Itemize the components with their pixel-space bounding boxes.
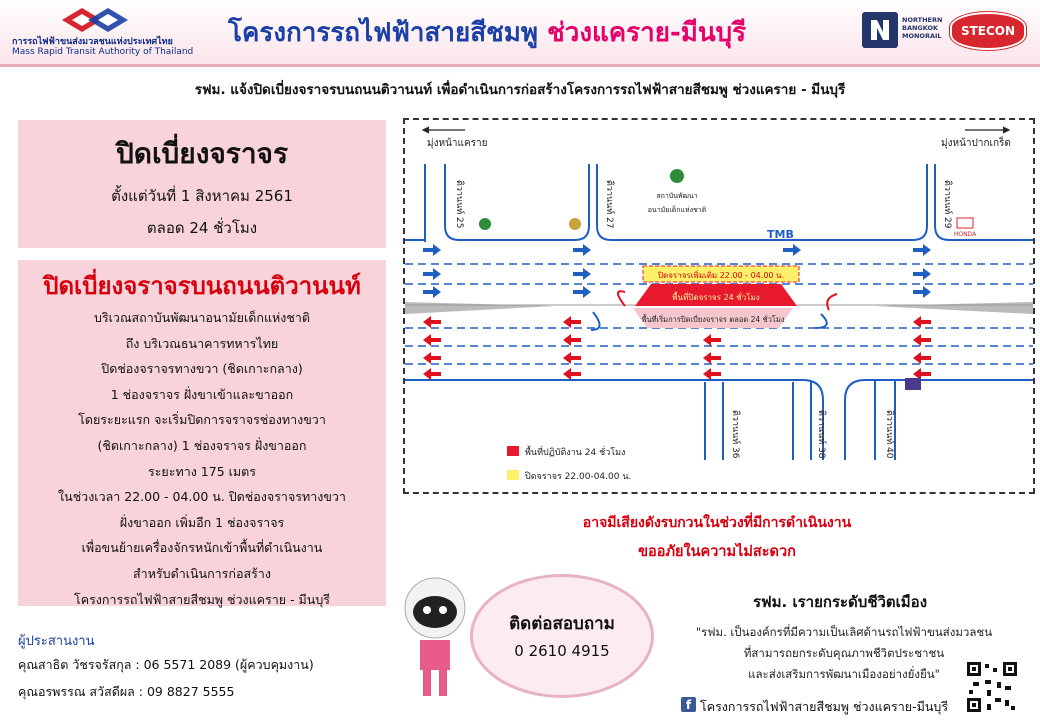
detail-heading: ปิดเบี่ยงจราจรบนถนนติวานนท์ (43, 272, 361, 300)
warning-apology: ขออภัยในความไม่สะดวก (638, 544, 796, 560)
coordinator-title: ผู้ประสานงาน (18, 634, 95, 649)
mission-quote: ที่สามารถยกระดับคุณภาพชีวิตประชาชน (743, 646, 945, 660)
contact-phone[interactable]: 0 2610 4915 (514, 642, 610, 660)
soi-label: ติวานนท์ 29 (942, 180, 952, 229)
zone-start-label: พื้นที่เริ่มการปิดเบี่ยงจราจร ตลอด 24 ชั่วโมง (641, 315, 785, 324)
closure-heading: ปิดเบี่ยงจราจร (116, 137, 288, 170)
detail-line: เพื่อขนย้ายเครื่องจักรหนักเข้าพื้นที่ดำเนินงาน (81, 540, 323, 556)
coordinator-contact: คุณสาธิต วัชรจรัสกุล : 06 5571 2089 (ผู้ควบคุมงาน) (18, 657, 314, 672)
detail-line: ในช่วงเวลา 22.00 - 04.00 น. ปิดช่องจราจรทางขวา (58, 489, 346, 505)
slogan: รฟม. เรายกระดับชีวิตเมือง (752, 593, 928, 611)
bank-tmb-label: TMB (767, 228, 794, 241)
nbm-logo-icon (862, 12, 898, 48)
detail-line: โดยระยะแรก จะเริ่มปิดการจราจรช่องทางขวา (78, 412, 326, 428)
closure-detail-box (18, 260, 386, 606)
detail-line: สำหรับดำเนินการก่อสร้าง (133, 565, 271, 581)
soi-label: ติวานนท์ 25 (454, 180, 464, 229)
institute-name-1: สถาบันพัฒนา (656, 192, 698, 200)
map-canvas (405, 120, 1033, 492)
title-main: โครงการรถไฟฟ้าสายสีชมพู (228, 18, 548, 48)
mission-quote: "รฟม. เป็นองค์กรที่มีความเป็นเลิศด้านรถไฟฟ้าขนส่งมวลชน (695, 625, 993, 639)
direction-label-right: มุ่งหน้าปากเกร็ด (941, 138, 1011, 149)
detail-line: ระยะทาง 175 เมตร (148, 463, 256, 479)
bank-gold-icon (569, 218, 581, 230)
soi-label: ติวานนท์ 27 (604, 180, 614, 229)
contact-label: ติดต่อสอบถาม (509, 614, 615, 634)
org-name-english: Mass Rapid Transit Authority of Thailand (12, 47, 194, 57)
mascot-illustration (395, 568, 475, 708)
closure-summary-box (18, 120, 386, 248)
bottom-road-lines (705, 382, 811, 460)
side-roads-top (405, 164, 1033, 242)
legend-24h-label: พื้นที่ปฏิบัติงาน 24 ชั่วโมง (525, 448, 626, 458)
detail-line: ฝั่งขาออก เพิ่มอีก 1 ช่องจราจร (119, 514, 285, 530)
honda-icon (957, 218, 973, 228)
legend-swatch-night (507, 470, 519, 480)
direction-label-left: มุ่งหน้าแคราย (427, 138, 488, 149)
facebook-page-link[interactable]: โครงการรถไฟฟ้าสายสีชมพู ช่วงแคราย-มีนบุรี (700, 699, 949, 714)
soi-labels-top (454, 180, 954, 229)
closure-start-date: ตั้งแต่วันที่ 1 สิงหาคม 2561 (111, 187, 293, 205)
bank-ksb-icon (479, 218, 491, 230)
main-road-edges (405, 380, 1033, 460)
org-name-thai: การรถไฟฟ้าขนส่งมวลชนแห่งประเทศไทย (12, 37, 173, 47)
closure-duration: ตลอด 24 ชั่วโมง (146, 219, 258, 237)
facebook-icon[interactable]: f (681, 697, 696, 712)
soi-label: ติวานนท์ 40 (884, 410, 894, 459)
announcement: รฟม. แจ้งปิดเบี่ยงจราจรบนถนนติวานนท์ เพื่อดำเนินการก่อสร้างโครงการรถไฟฟ้าสายสีชมพู ช่วงแคราย - มีนบุรี (194, 82, 846, 98)
detail-line: บริเวณสถาบันพัฒนาอนามัยเด็กแห่งชาติ (94, 310, 310, 325)
institute-icon (670, 169, 684, 183)
title-segment: ช่วงแคราย-มีนบุรี (547, 18, 747, 48)
institute-name-2: อนามัยเด็กแห่งชาติ (647, 206, 707, 214)
building-icon (905, 378, 921, 390)
mrta-logo (62, 6, 148, 34)
traffic-map (403, 118, 1035, 494)
detail-line: ปิดช่องจราจรทางขวา (ชิดเกาะกลาง) (101, 361, 303, 377)
soi-labels-bottom (730, 410, 896, 459)
detail-line: 1 ช่องจราจร ฝั่งขาเข้าและขาออก (110, 386, 294, 402)
page-title (228, 12, 746, 53)
soi-label: ติวานนท์ 36 (730, 410, 740, 459)
stecon-logo: STECON (950, 12, 1026, 50)
honda-label: HONDA (953, 231, 977, 238)
mission-quote: และส่งเสริมการพัฒนาเมืองอย่างยั่งยืน" (748, 667, 940, 681)
soi-label: ติวานนท์ 38 (816, 410, 826, 459)
legend-night-label: ปิดจราจร 22.00-04.00 น. (525, 472, 632, 482)
partner-nbm-name: NORTHERN BANGKOK MONORAIL (902, 16, 943, 40)
detail-line: โครงการรถไฟฟ้าสายสีชมพู ช่วงแคราย - มีนบุรี (74, 591, 330, 607)
zone-24h-label: พื้นที่ปิดจราจร 24 ชั่วโมง (672, 293, 760, 302)
detail-line: (ชิดเกาะกลาง) 1 ช่องจราจร ฝั่งขาออก (97, 437, 307, 453)
warning-noise: อาจมีเสียงดังรบกวนในช่วงที่มีการดำเนินงาน (582, 515, 852, 531)
legend-swatch-24h (507, 446, 519, 456)
detail-line: ถึง บริเวณธนาคารทหารไทย (125, 335, 279, 351)
coordinator-contact: คุณอรพรรณ สวัสดีผล : 09 8827 5555 (18, 684, 235, 699)
qr-code-icon[interactable] (965, 660, 1019, 714)
zone-night-label: ปิดจราจรเพิ่มเติม 22.00 - 04.00 น. (657, 271, 785, 280)
